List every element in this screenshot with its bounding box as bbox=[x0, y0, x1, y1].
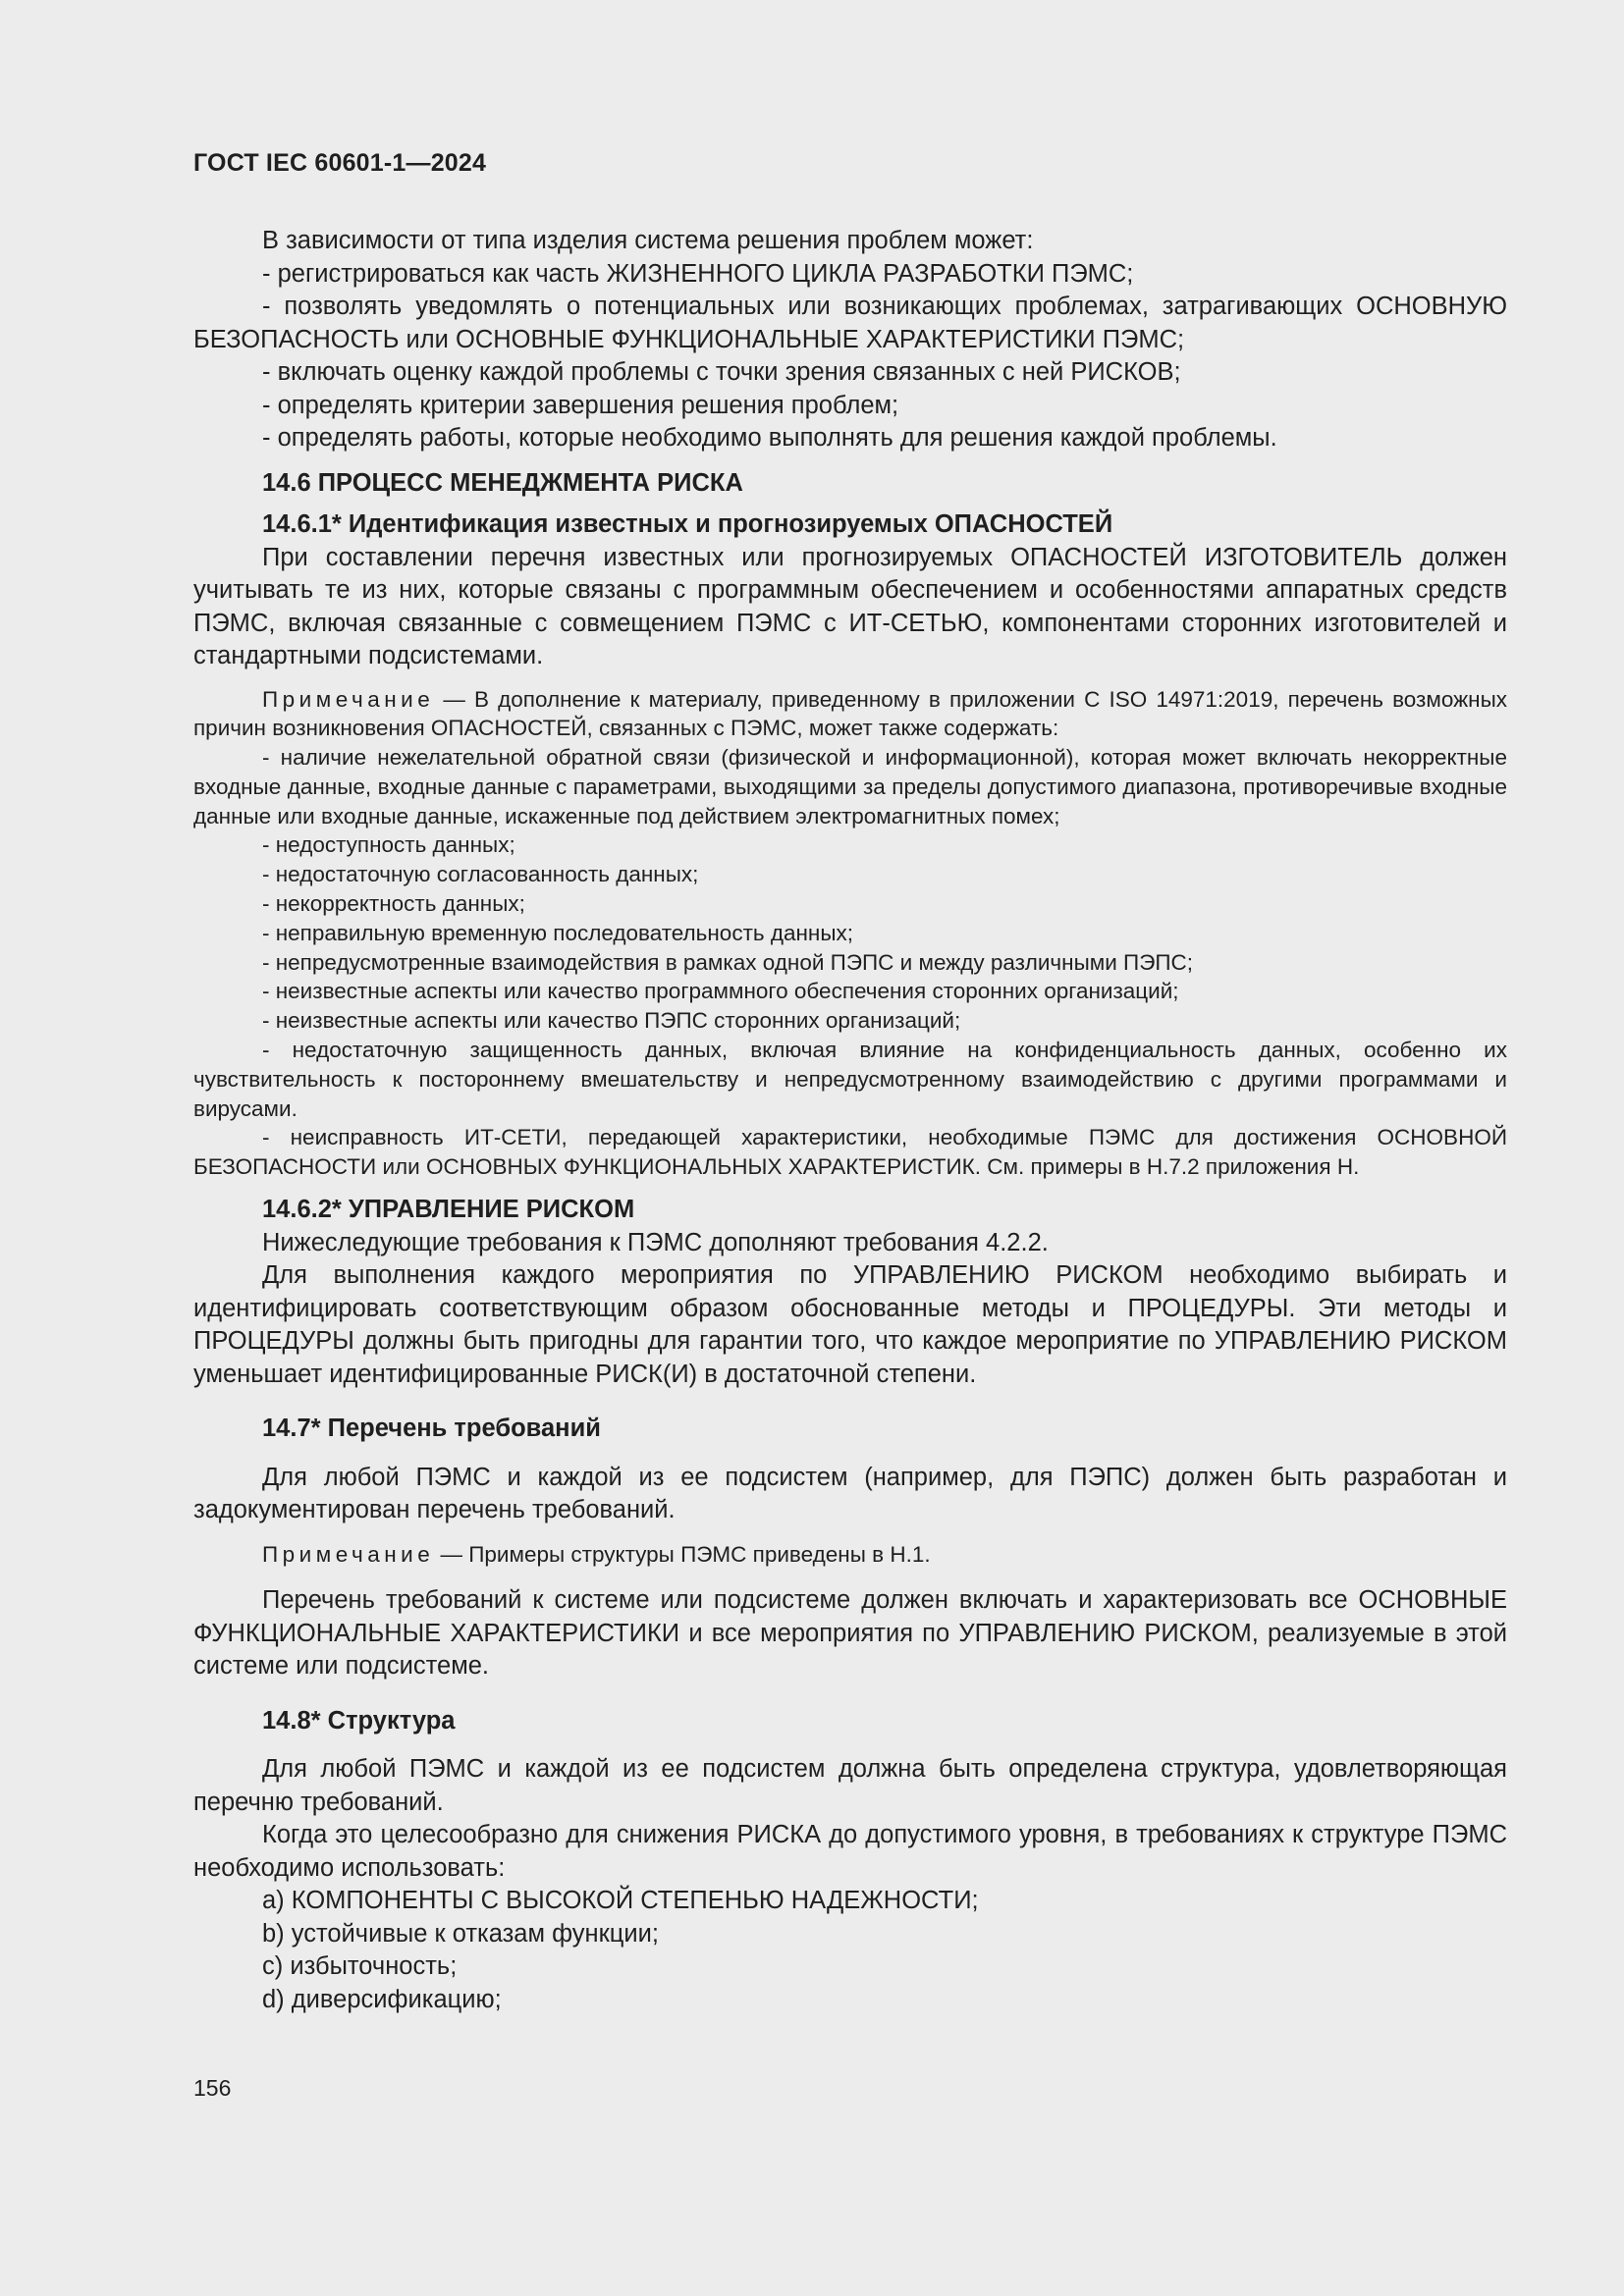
note-paragraph bbox=[193, 1540, 1507, 1570]
list-item: - позволять уведомлять о потенциальных или возникающих проблемах, затрагивающих ОСНОВНУЮ БЕЗОПАСНОСТЬ или ОСНОВНЫЕ ФУНКЦИОНАЛЬНЫЕ ХАРАКТЕРИСТИКИ ПЭМС; bbox=[193, 293, 1507, 353]
note-label: Примечание bbox=[262, 686, 435, 712]
section-heading-14-6: 14.6 ПРОЦЕСС МЕНЕДЖМЕНТА РИСКА bbox=[262, 468, 743, 497]
note-text: — Примеры структуры ПЭМС приведены в Н.1. bbox=[434, 1541, 931, 1567]
section-heading-14-6-2: 14.6.2* УПРАВЛЕНИЕ РИСКОМ bbox=[262, 1196, 635, 1224]
list-item: d) диверсификацию; bbox=[262, 1985, 502, 2013]
note-paragraph bbox=[193, 685, 1507, 744]
page-number: 156 bbox=[193, 2075, 232, 2101]
paragraph: Для выполнения каждого мероприятия по УПРАВЛЕНИЮ РИСКОМ необходимо выбирать и идентифицировать соответствующим образом обоснованные методы и ПРОЦЕДУРЫ. Эти методы и ПРОЦЕДУРЫ должны быть пригодны для гарантии того, что каждое мероприятие по УПРАВЛЕНИЮ РИСКОМ уменьшает идентифицированные РИСК(И) в достаточной степени. bbox=[193, 1261, 1507, 1388]
note-item: - недоступность данных; bbox=[262, 832, 515, 858]
note-item: - непредусмотренные взаимодействия в рамках одной ПЭПС и между различными ПЭПС; bbox=[262, 949, 1194, 975]
paragraph: Для любой ПЭМС и каждой из ее подсистем должна быть определена структура, удовлетворяющая перечню требований. bbox=[193, 1755, 1507, 1816]
list-item: b) устойчивые к отказам функции; bbox=[262, 1919, 659, 1948]
list-item: с) избыточность; bbox=[262, 1952, 458, 1981]
note-item: - наличие нежелательной обратной связи (физической и информационной), которая может включать некорректные входные данные, входные данные с параметрами, выходящими за пределы допустимого диапазона, противоречивые входные данные или входные данные, искаженные под действием электромагнитных помех; bbox=[193, 745, 1507, 828]
note-block bbox=[193, 685, 1507, 1183]
document-body bbox=[193, 225, 1507, 2016]
note-item: - недостаточную защищенность данных, включая влияние на конфиденциальность данных, особенно их чувствительность к постороннему вмешательству и непредусмотренному взаимодействию с другими программами и вирусами. bbox=[193, 1038, 1507, 1121]
note-item: - неизвестные аспекты или качество ПЭПС сторонних организаций; bbox=[262, 1008, 961, 1034]
section-heading-14-6-1: 14.6.1* Идентификация известных и прогнозируемых ОПАСНОСТЕЙ bbox=[262, 510, 1113, 538]
list-item: - включать оценку каждой проблемы с точки зрения связанных с ней РИСКОВ; bbox=[262, 358, 1181, 386]
list-item: - регистрироваться как часть ЖИЗНЕННОГО ЦИКЛА РАЗРАБОТКИ ПЭМС; bbox=[262, 259, 1134, 288]
paragraph: Для любой ПЭМС и каждой из ее подсистем (например, для ПЭПС) должен быть разработан и задокументирован перечень требований. bbox=[193, 1463, 1507, 1524]
note-item: - неисправность ИТ-СЕТИ, передающей характеристики, необходимые ПЭМС для достижения ОСНОВНОЙ БЕЗОПАСНОСТИ или ОСНОВНЫХ ФУНКЦИОНАЛЬНЫХ ХАРАКТЕРИСТИК. См. примеры в Н.7.2 приложения Н. bbox=[193, 1125, 1507, 1180]
intro-lead: В зависимости от типа изделия система решения проблем может: bbox=[262, 227, 1034, 254]
note-item: - неправильную временную последовательность данных; bbox=[262, 920, 854, 945]
paragraph: Перечень требований к системе или подсистеме должен включать и характеризовать все ОСНОВНЫЕ ФУНКЦИОНАЛЬНЫЕ ХАРАКТЕРИСТИКИ и все мероприятия по УПРАВЛЕНИЮ РИСКОМ, реализуемые в этой системе или подсистеме. bbox=[193, 1586, 1507, 1681]
note-label: Примечание bbox=[262, 1541, 435, 1567]
document-header: ГОСТ IEC 60601-1—2024 bbox=[193, 149, 487, 177]
section-heading-14-7: 14.7* Перечень требований bbox=[262, 1415, 601, 1443]
paragraph: Когда это целесообразно для снижения РИСКА до допустимого уровня, в требованиях к структуре ПЭМС необходимо использовать: bbox=[193, 1821, 1507, 1882]
list-item: - определять критерии завершения решения проблем; bbox=[262, 391, 899, 419]
list-item: - определять работы, которые необходимо выполнять для решения каждой проблемы. bbox=[262, 424, 1277, 452]
note-item: - недостаточную согласованность данных; bbox=[262, 862, 699, 887]
section-heading-14-8: 14.8* Структура bbox=[262, 1706, 456, 1735]
note-text: — В дополнение к материалу, приведенному в приложении С ISO 14971:2019, перечень возможных причин возникновения ОПАСНОСТЕЙ, связанных с ПЭМС, может также содержать: bbox=[193, 686, 1507, 741]
paragraph: При составлении перечня известных или прогнозируемых ОПАСНОСТЕЙ ИЗГОТОВИТЕЛЬ должен учитывать те из них, которые связаны с программным обеспечением и особенностями аппаратных средств ПЭМС, включая связанные с совмещением ПЭМС с ИТ-СЕТЬЮ, компонентами сторонних изготовителей и стандартными подсистемами. bbox=[193, 543, 1507, 669]
paragraph: Нижеследующие требования к ПЭМС дополняют требования 4.2.2. bbox=[262, 1228, 1049, 1256]
list-item: а) КОМПОНЕНТЫ С ВЫСОКОЙ СТЕПЕНЬЮ НАДЕЖНОСТИ; bbox=[262, 1887, 979, 1915]
note-block bbox=[193, 1540, 1507, 1570]
note-item: - неизвестные аспекты или качество программного обеспечения сторонних организаций; bbox=[262, 979, 1179, 1004]
note-item: - некорректность данных; bbox=[262, 891, 525, 917]
